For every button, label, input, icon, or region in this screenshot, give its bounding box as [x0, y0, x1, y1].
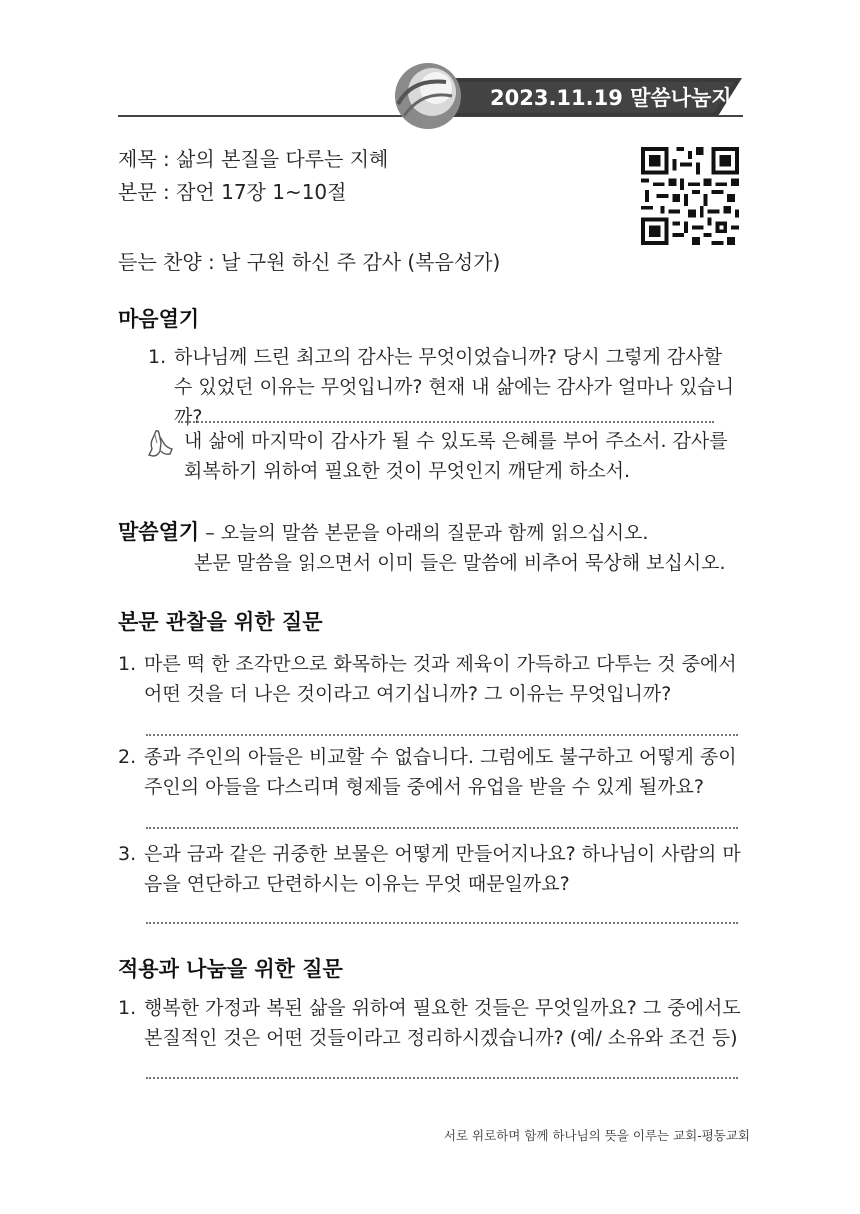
observation-question-1 — [118, 649, 743, 711]
application-question-1 — [118, 993, 743, 1055]
answer-line[interactable] — [146, 922, 738, 924]
question-number: 1. — [118, 997, 137, 1019]
swirl-logo-icon — [392, 60, 462, 132]
question-number: 3. — [118, 843, 137, 865]
answer-line[interactable] — [178, 421, 714, 423]
question-number: 1. — [148, 346, 167, 368]
word-opening-instruction: – 오늘의 말씀 본문을 아래의 질문과 함께 읽으십시오. — [205, 522, 649, 544]
header-title: 2023.11.19 말씀나눔지 — [490, 86, 732, 110]
heart-opening-question — [148, 342, 738, 428]
question-text: 은과 금과 같은 귀중한 보물은 어떻게 만들어지나요? 하나님이 사람의 마음을 연단하고 단련하시는 이유는 무엇 때문일까요? — [144, 843, 741, 895]
word-opening-line2: 본문 말씀을 읽으면서 이미 들은 말씀에 비추어 묵상해 보십시오. — [194, 552, 726, 574]
scripture-reference: 본문 : 잠언 17장 1~10절 — [118, 180, 347, 204]
answer-line[interactable] — [146, 734, 738, 736]
word-opening-line1 — [118, 517, 648, 548]
question-text: 종과 주인의 아들은 비교할 수 없습니다. 그럼에도 불구하고 어떻게 종이 주인의 아들을 다스리며 형제들 중에서 유업을 받을 수 있게 될까요? — [144, 746, 737, 798]
answer-line[interactable] — [146, 1077, 738, 1079]
heart-opening-title: 마음열기 — [118, 307, 200, 331]
footer-tagline: 서로 위로하며 함께 하나님의 뜻을 이루는 교회-평동교회 — [443, 1128, 750, 1143]
sermon-title: 제목 : 삶의 본질을 다루는 지혜 — [118, 147, 389, 171]
hymn-line: 듣는 찬양 : 날 구원 하신 주 감사 (복음성가) — [118, 250, 501, 274]
praying-hands-icon — [146, 429, 176, 459]
observation-question-2 — [118, 742, 743, 804]
question-number: 1. — [118, 653, 137, 675]
question-number: 2. — [118, 746, 137, 768]
application-title: 적용과 나눔을 위한 질문 — [118, 957, 343, 981]
observation-question-3 — [118, 839, 743, 901]
question-text: 마른 떡 한 조각만으로 화목하는 것과 제육이 가득하고 다투는 것 중에서 어떤 것을 더 나은 것이라고 여기십니까? 그 이유는 무엇입니까? — [144, 653, 737, 705]
answer-line[interactable] — [146, 827, 738, 829]
observation-title: 본문 관찰을 위한 질문 — [118, 610, 323, 634]
qr-code-icon[interactable] — [641, 147, 739, 245]
question-text: 하나님께 드린 최고의 감사는 무엇이었습니까? 당시 그렇게 감사할 수 있었던 이유는 무엇입니까? 현재 내 삶에는 감사가 얼마나 있습니까? — [174, 346, 734, 428]
question-text: 행복한 가정과 복된 삶을 위하여 필요한 것들은 무엇일까요? 그 중에서도 본질적인 것은 어떤 것들이라고 정리하시겠습니까? (예/ 소유와 조건 등) — [144, 997, 741, 1049]
word-opening-label: 말씀열기 — [118, 520, 200, 544]
prayer-text: 내 삶에 마지막이 감사가 될 수 있도록 은혜를 부어 주소서. 감사를 회복하기 위하여 필요한 것이 무엇인지 깨닫게 하소서. — [184, 430, 728, 482]
